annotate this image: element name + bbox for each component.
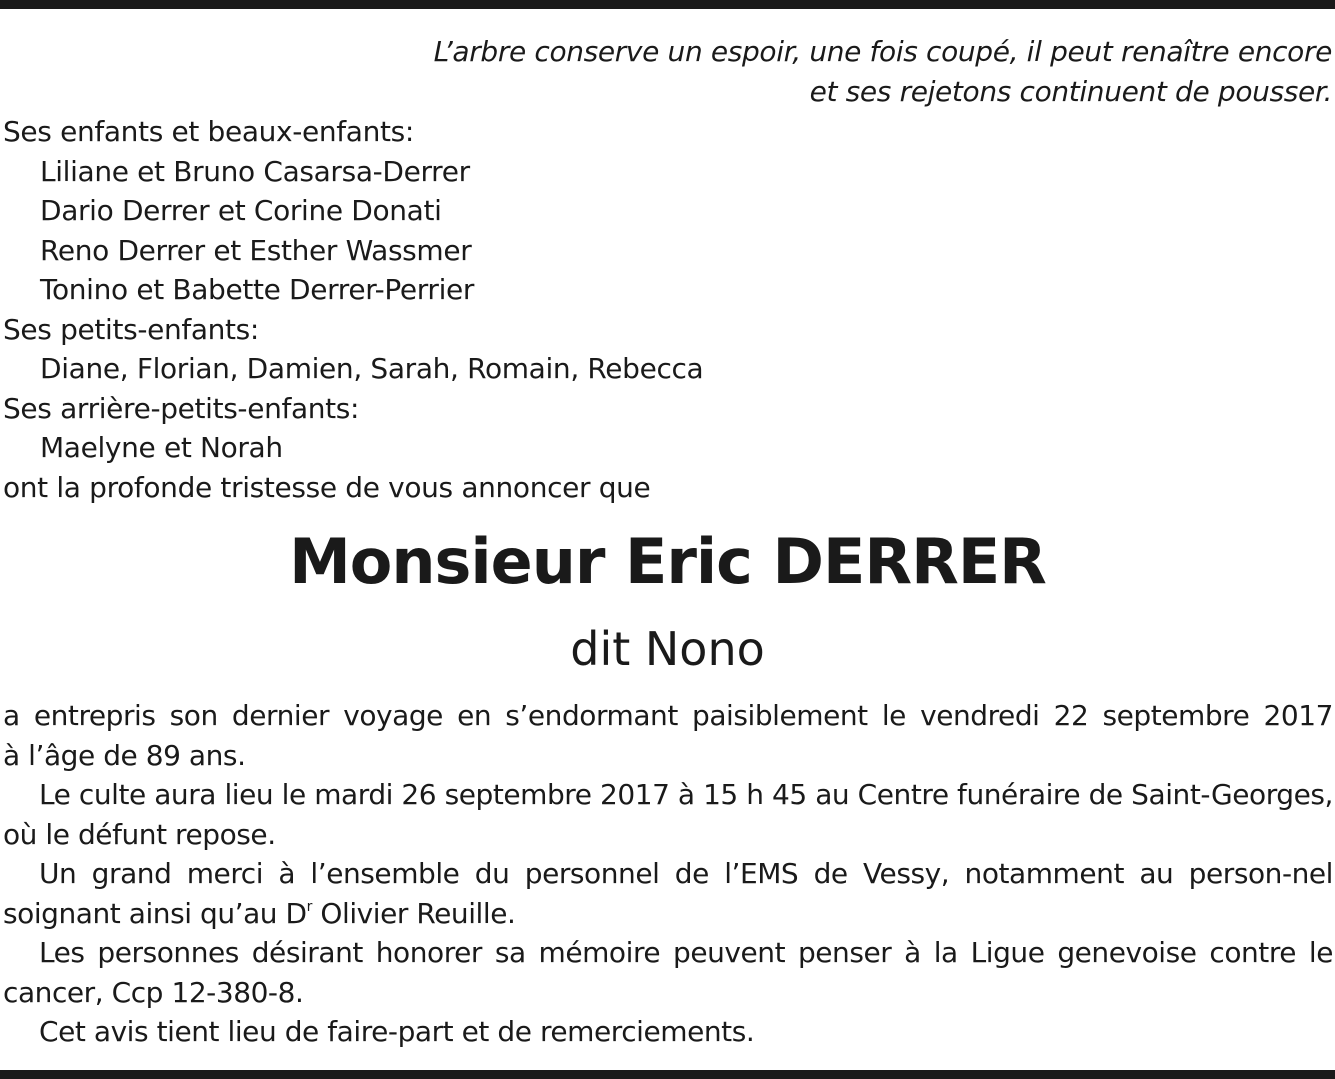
- great-grandchildren-heading: Ses arrière-petits-enfants:: [3, 391, 360, 425]
- passing-paragraph: [3, 696, 1333, 775]
- child-name: Dario Derrer et Corine Donati: [40, 194, 442, 227]
- child-name: Reno Derrer et Esther Wassmer: [40, 233, 472, 267]
- passing-line-2: à l’âge de 89 ans.: [3, 738, 246, 772]
- announcement-line: ont la profonde tristesse de vous annoncer que: [3, 470, 651, 504]
- closing-paragraph: Cet avis tient lieu de faire-part et de remerciements.: [39, 1015, 755, 1048]
- grandchildren-heading: Ses petits-enfants:: [3, 312, 260, 346]
- service-paragraph: Le culte aura lieu le mardi 26 septembre 2017 à 15 h 45 au Centre funéraire de Saint-Georges, où le défunt repose.: [3, 778, 1333, 851]
- epigraph-quote: [434, 32, 1332, 112]
- passing-line-1: a entrepris son dernier voyage en s’endormant paisiblement le vendredi 22 septembre 2017: [3, 699, 1333, 732]
- notice-body: [3, 696, 1333, 1052]
- thanks-doctor-name: Olivier Reuille.: [311, 896, 516, 930]
- children-heading: Ses enfants et beaux-enfants:: [3, 115, 414, 148]
- deceased-name: Monsieur Eric DERRER: [289, 525, 1046, 598]
- child-name: Tonino et Babette Derrer-Perrier: [40, 273, 475, 306]
- epigraph-line-1: L’arbre conserve un espoir, une fois coupé, il peut renaître encore: [433, 35, 1332, 68]
- thanks-text: Un grand merci à l’ensemble du personnel de l’EMS de Vessy, notamment au person-nel soignant ainsi qu’au D: [3, 857, 1333, 930]
- child-name: Liliane et Bruno Casarsa-Derrer: [40, 154, 470, 188]
- doctor-abbrev-superscript: r: [306, 898, 312, 915]
- bottom-rule: [0, 1070, 1335, 1079]
- top-rule: [0, 0, 1335, 9]
- deceased-nickname: dit Nono: [570, 622, 765, 676]
- great-grandchildren-names: Maelyne et Norah: [40, 431, 283, 464]
- grandchildren-names: Diane, Florian, Damien, Sarah, Romain, Rebecca: [40, 352, 704, 385]
- epigraph-line-2: et ses rejetons continuent de pousser.: [809, 75, 1332, 108]
- family-list: [3, 112, 703, 507]
- donations-paragraph: Les personnes désirant honorer sa mémoire peuvent penser à la Ligue genevoise contre le cancer, Ccp 12-380-8.: [3, 936, 1333, 1009]
- thanks-paragraph: [3, 854, 1333, 933]
